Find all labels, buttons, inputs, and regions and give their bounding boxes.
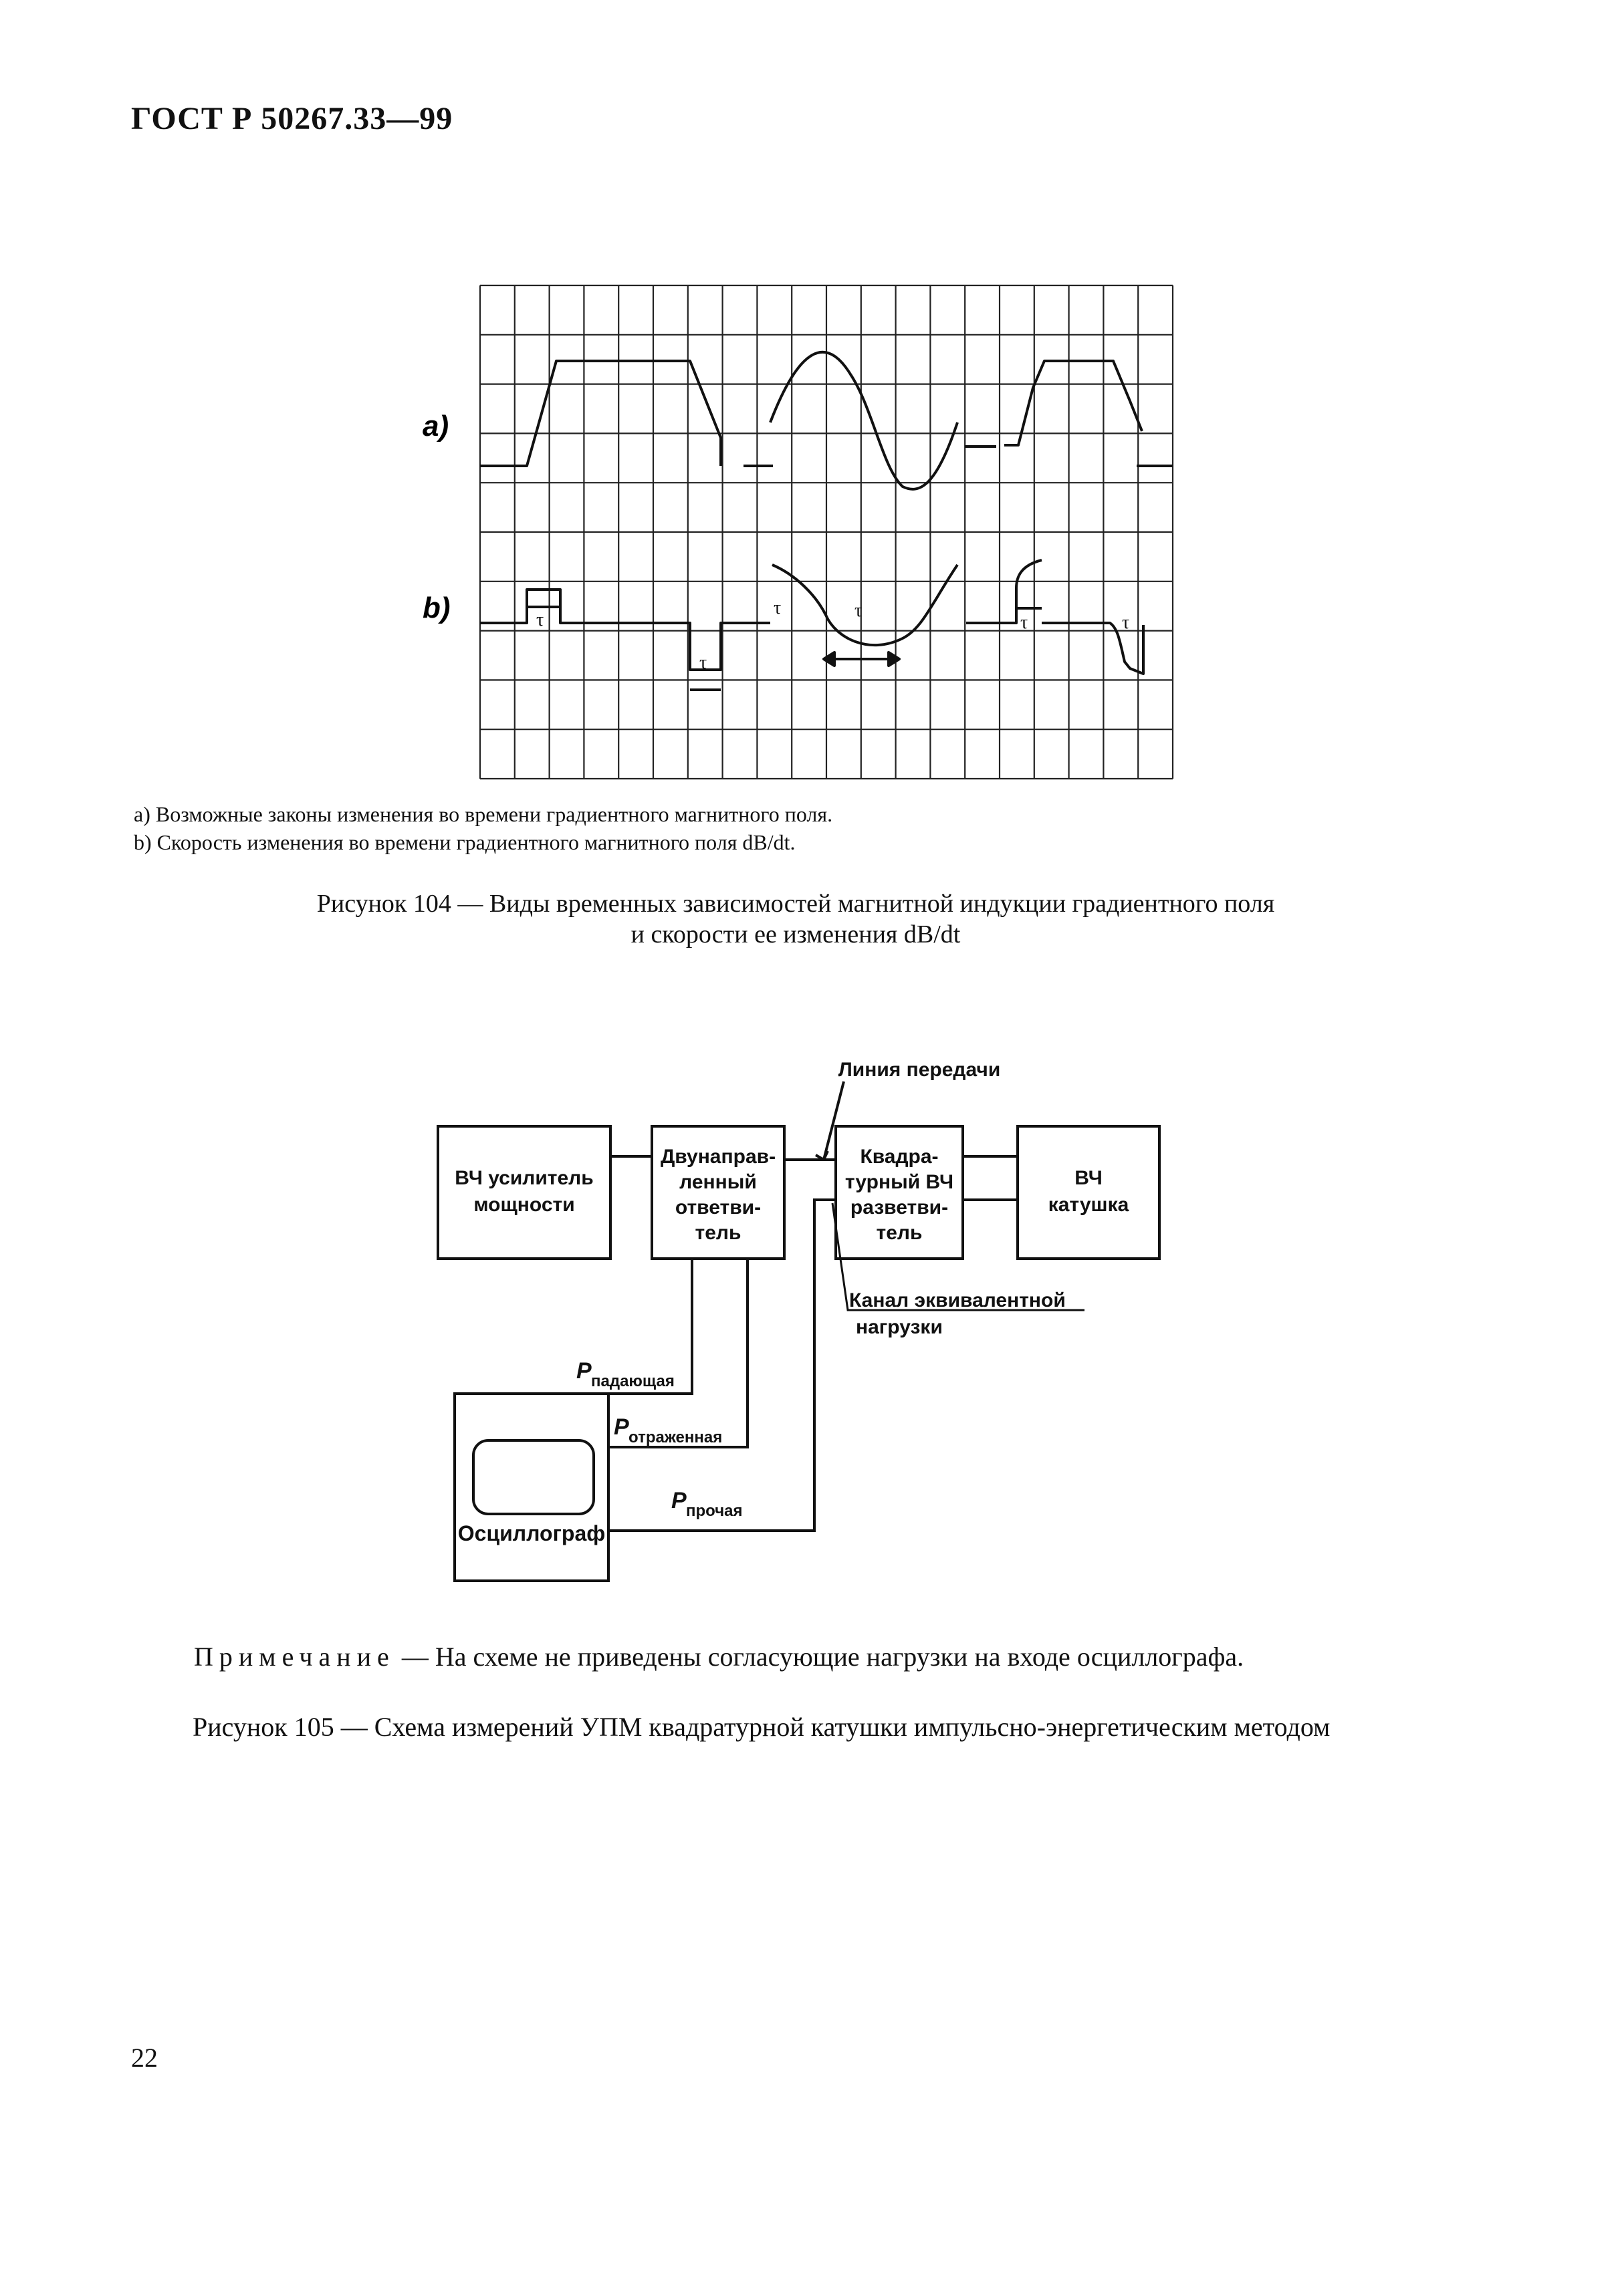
document-code-header: ГОСТ Р 50267.33—99 — [131, 101, 453, 136]
amp-label-line1: ВЧ усилитель — [455, 1167, 594, 1189]
figure-105-labels — [455, 1059, 1129, 1545]
trace-a-trapezoid-2 — [1004, 361, 1142, 445]
trace-a-sine — [770, 352, 957, 489]
trace-b-positive-pulse — [480, 590, 770, 670]
splitter-label-line4: тель — [876, 1222, 923, 1244]
trace-a-trapezoid — [480, 361, 721, 466]
tau-label-4: τ — [1020, 612, 1028, 633]
p-incident-subscript: падающая — [591, 1372, 675, 1390]
trace-b-arrow-right-head — [889, 652, 899, 666]
figure-104-caption-a: a) Возможные законы изменения во времени градиентного магнитного поля. — [134, 802, 833, 826]
tau-label-5: τ — [1122, 612, 1130, 633]
tau-label-3: τ — [854, 600, 863, 621]
coupler-label-line1: Двунаправ- — [660, 1146, 776, 1168]
trace-b-label: b) — [423, 592, 451, 624]
trace-b-arrow-left-head — [824, 652, 834, 666]
coupler-label-line2: ленный — [679, 1171, 757, 1193]
coil-label-line2: катушка — [1048, 1194, 1129, 1216]
trace-b-waveform — [480, 560, 1143, 690]
tau-label-6: τ — [774, 598, 782, 618]
note-lead: Примечание — [194, 1642, 395, 1672]
oscilloscope-screen — [473, 1440, 594, 1514]
other-power-line — [608, 1200, 836, 1531]
rf-coil-block — [1018, 1126, 1159, 1259]
figure-104-oscillogram — [423, 285, 1173, 779]
figure-105-block-diagram — [438, 1081, 1159, 1581]
p-other-symbol: P — [671, 1488, 687, 1513]
splitter-label-line3: разветви- — [850, 1196, 949, 1219]
oscilloscope-block — [455, 1394, 608, 1581]
splitter-label-line1: Квадра- — [860, 1146, 939, 1168]
p-reflected-subscript: отраженная — [628, 1428, 723, 1446]
rf-amplifier-block — [438, 1126, 610, 1259]
oscilloscope-label: Осциллограф — [457, 1521, 606, 1545]
figure-104-caption-b: b) Скорость изменения во времени градиентного магнитного поля dB/dt. — [134, 830, 796, 854]
page-number: 22 — [131, 2043, 158, 2073]
coil-label-line1: ВЧ — [1074, 1167, 1103, 1189]
figure-104-title-line1: Рисунок 104 — Виды временных зависимостей магнитной индукции градиентного поля — [316, 890, 1275, 918]
transmission-line-label: Линия передачи — [838, 1059, 1001, 1081]
coupler-label-line4: тель — [695, 1222, 741, 1244]
load-channel-label-line2: нагрузки — [856, 1316, 943, 1338]
amp-label-line2: мощности — [473, 1194, 575, 1216]
p-incident-symbol: P — [576, 1358, 592, 1384]
tau-label-2: τ — [699, 652, 707, 673]
splitter-label-line2: турный ВЧ — [844, 1171, 954, 1193]
figure-105-title: Рисунок 105 — Схема измерений УПМ квадратурной катушки импульсно-энергетическим методом — [193, 1712, 1331, 1742]
load-channel-label-line1: Канал эквивалентной — [849, 1289, 1066, 1311]
note-text: — На схеме не приведены согласующие нагрузки на входе осциллографа. — [401, 1642, 1244, 1672]
coupler-label-line3: ответви- — [675, 1196, 762, 1219]
tau-label-1: τ — [536, 610, 544, 630]
trace-b-pulse-2 — [966, 560, 1042, 623]
trace-a-label: a) — [423, 410, 449, 442]
oscillogram-grid — [480, 285, 1173, 779]
reflected-power-line — [608, 1259, 748, 1447]
transmission-line-leader — [824, 1081, 844, 1160]
p-reflected-symbol: P — [614, 1414, 629, 1440]
figure-104-title-line2: и скорости ее изменения dB/dt — [631, 920, 961, 948]
figure-105-note — [194, 1641, 1244, 1672]
p-other-subscript: прочая — [686, 1502, 743, 1520]
power-labels — [576, 1358, 743, 1520]
